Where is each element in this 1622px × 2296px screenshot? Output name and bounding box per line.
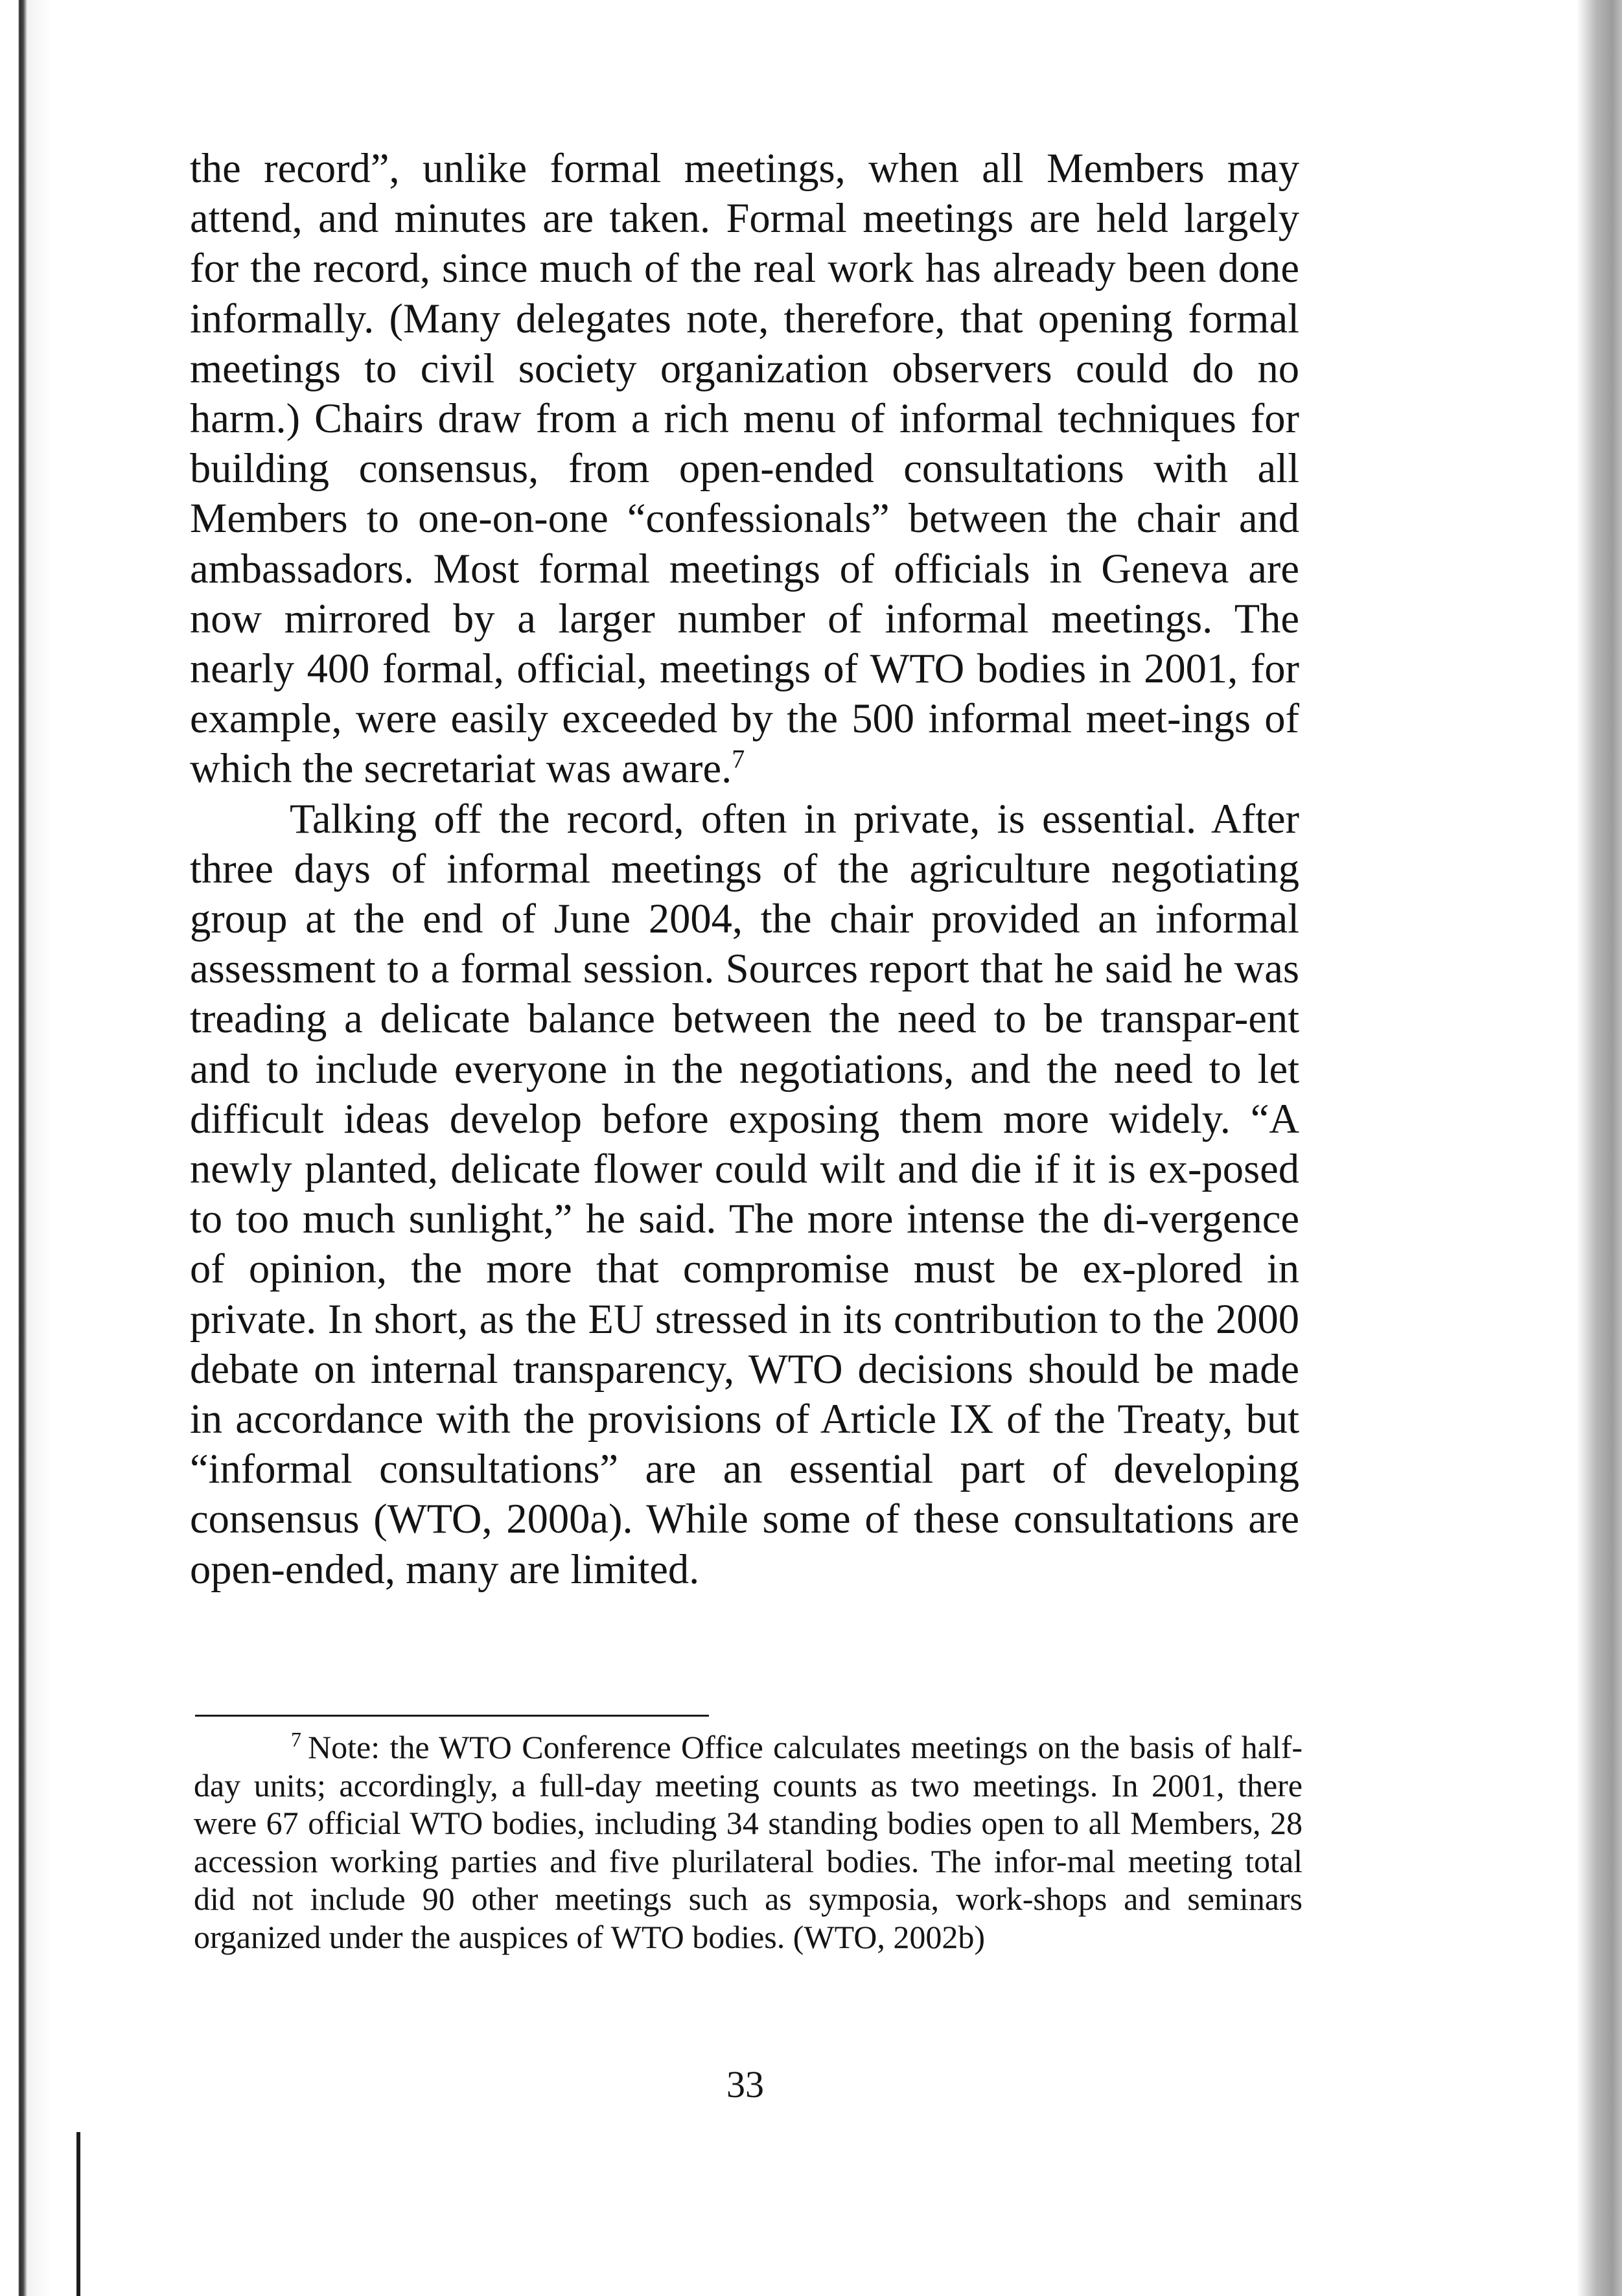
body-paragraph-2: Talking off the record, often in private, is essential. After three days of informal meetings of the agriculture negotiating group at the end of June 2004, the chair provided an informal assessment to a formal session. Sources report that he said he was treading a delicate balance between the need to be transpar-ent and to include everyone in the negotiations, and the need to let difficult ideas develop before exposing them more widely. “A newly planted, delicate flower could wilt and die if it is ex-posed to too much sunlight,” he said. The more intense the di-vergence of opinion, the more that compromise must be ex-plored in private. In short, as the EU stressed in its contribution to the 2000 debate on internal transparency, WTO decisions should be made in accordance with the provisions of Article IX of the Treaty, but “informal consultations” are an essential part of developing consensus (WTO, 2000a). While some of these consultations are open-ended, many are limited.: [190, 795, 1299, 1592]
footnote-separator: [195, 1715, 709, 1717]
scan-binding-edge-left: [0, 0, 91, 2296]
footnote-mark: 7: [291, 1728, 301, 1752]
body-text: [190, 143, 1299, 1594]
page-number: 33: [726, 2063, 764, 2105]
footnote-text: Note: the WTO Conference Office calculates meetings on the basis of half-day units; accordingly, a full-day meeting counts as two meetings. In 2001, there were 67 official WTO bodies, including 34 standing bodies open to all Members, 28 accession working parties and five plurilateral bodies. The infor-mal meeting total did not include 90 other meetings such as symposia, work-shops and seminars organized under the auspices of WTO bodies. (WTO, 2002b): [194, 1729, 1303, 1955]
scan-binding-shadow: [76, 2132, 80, 2296]
footnote: [194, 1728, 1303, 1956]
body-paragraph-1-text: the record”, unlike formal meetings, when all Members may attend, and minutes are taken. Formal meetings are held largely for the record, since much of the real work has already been done informally. (Many delegates note, therefore, that opening formal meetings to civil society organization observers could do no harm.) Chairs draw from a rich menu of informal techniques for building consensus, from open-ended consultations with all Members to one-on-one “confessionals” between the chair and ambassadors. Most formal meetings of officials in Geneva are now mirrored by a larger number of informal meetings. The nearly 400 formal, official, meetings of WTO bodies in 2001, for example, were easily exceeded by the 500 informal meet-ings of which the secretariat was aware.: [190, 145, 1299, 792]
footnote-reference: 7: [732, 744, 745, 774]
scan-page-edge-right: [1577, 0, 1622, 2296]
body-paragraph-1: [190, 143, 1299, 794]
